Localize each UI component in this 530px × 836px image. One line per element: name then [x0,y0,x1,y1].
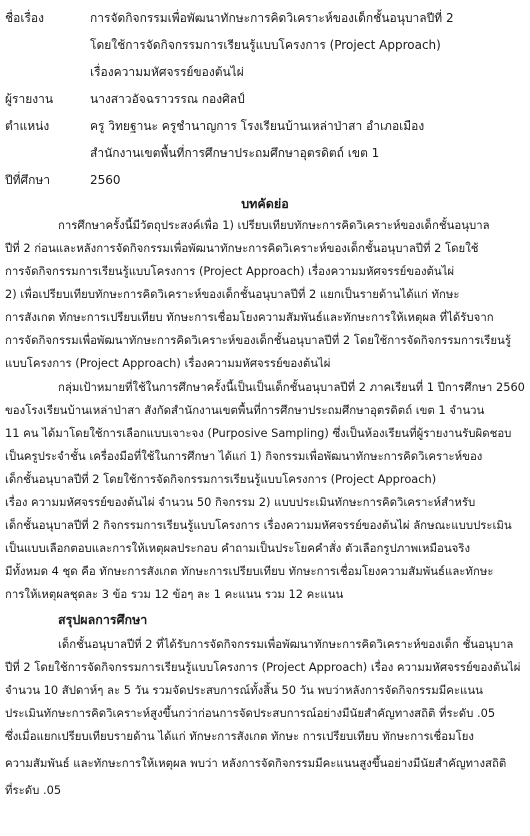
position-label: ตำแหน่ง [5,119,50,133]
paragraph2-line: กลุ่มเป้าหมายที่ใช้ในการศึกษาครั้งนี้เป็นเป็นเด็กชั้นอนุบาลปีที่ 2 ภาคเรียนที่ 1 ปีการศึกษา 2560 [58,380,525,394]
position-row [0,114,530,138]
paragraph2-line: การให้เหตุผลชุดละ 3 ข้อ รวม 12 ข้อๆ ละ 1 คะแนน รวม 12 คะแนน [5,587,344,601]
paragraph3-line: ประเมินทักษะการคิดวิเคราะห์สูงขึ้นกว่าก่อนการจัดประสบการณ์อย่างมีนัยสำคัญทางสถิติ ที่ระดับ .05 [5,706,496,720]
reporter-row [0,87,530,111]
paragraph2-line: ของโรงเรียนบ้านเหล่าป่าสา สังกัดสำนักงานเขตพื้นที่การศึกษาประถมศึกษาอุตรดิตถ์ เขต 1 จำนวน [5,403,485,417]
paragraph3-line: ปีที่ 2 โดยใช้การจัดกิจกรรมการเรียนรู้แบบโครงการ (Project Approach) เรื่อง ความมหัศจรรย์ของต้นไผ่ [5,660,521,674]
paragraph1-line: การจัดกิจกรรมเพื่อพัฒนาทักษะการคิดวิเคราะห์ของเด็กชั้นอนุบาลปีที่ 2 โดยใช้การจัดกิจกรรมการเรียนรู้ [5,333,511,347]
paragraph2-line: เด็กชั้นอนุบาลปีที่ 2 กิจกรรมการเรียนรู้แบบโครงการ เรื่องความมหัศจรรย์ของต้นไผ่ ลักษณะแบบประเมิน [5,518,512,532]
paragraph3-line: ความสัมพันธ์ และทักษะการให้เหตุผล พบว่า หลังการจัดกิจกรรมมีคะแนนสูงขึ้นอย่างมีนัยสำคัญทางสถิติ [5,756,507,770]
paragraph2-line: เป็นแบบเลือกตอบและการให้เหตุผลประกอบ คำถามเป็นประโยคคำสั่ง ตัวเลือกรูปภาพเหมือนจริง [5,541,471,555]
topic-row-3 [0,60,530,84]
paragraph1-line: การศึกษาครั้งนี้มีวัตถุประสงค์เพื่อ 1) เปรียบเทียบทักษะการคิดวิเคราะห์ของเด็กชั้นอนุบาล [58,218,490,232]
reporter-value: นางสาวอัจฉราวรรณ กองศิลป์ [90,92,245,106]
paragraph1-line: การสังเกต ทักษะการเปรียบเทียบ ทักษะการเชื่อมโยงความสัมพันธ์และทักษะการให้เหตุผล ที่ได้รับจาก [5,310,494,324]
paragraph1-line: 2) เพื่อเปรียบเทียบทักษะการคิดวิเคราะห์ของเด็กชั้นอนุบาลปีที่ 2 แยกเป็นรายด้านได้แก่ ทักษะ [5,287,460,301]
paragraph2-line: เด็กชั้นอนุบาลปีที่ 2 โดยใช้การจัดกิจกรรมการเรียนรู้แบบโครงการ (Project Approach) [5,472,437,486]
topic-row-2 [0,33,530,57]
topic-line-3: เรื่องความมหัศจรรย์ของต้นไผ่ [90,65,244,79]
paragraph1-line: แบบโครงการ (Project Approach) เรื่องความมหัศจรรย์ของต้นไผ่ [5,356,331,370]
position-row-2 [0,141,530,165]
year-value: 2560 [90,173,121,187]
paragraph2-line: เรื่อง ความมหัศจรรย์ของต้นไผ่ จำนวน 50 กิจกรรม 2) แบบประเมินทักษะการคิดวิเคราะห์สำหรับ [5,495,476,509]
summary-heading: สรุปผลการศึกษา [58,612,148,627]
paragraph2-line: มีทั้งหมด 4 ชุด คือ ทักษะการสังเกต ทักษะการเปรียบเทียบ ทักษะการเชื่อมโยงความสัมพันธ์และทักษะ [5,564,494,578]
topic-line-2: โดยใช้การจัดกิจกรรมการเรียนรู้แบบโครงการ (Project Approach) [90,38,441,52]
year-row [0,168,530,192]
position-line-1: ครู วิทยฐานะ ครูชำนาญการ โรงเรียนบ้านเหล่าป่าสา อำเภอเมือง [90,119,425,133]
paragraph3-line: เด็กชั้นอนุบาลปีที่ 2 ที่ได้รับการจัดกิจกรรมเพื่อพัฒนาทักษะการคิดวิเคราะห์ของเด็ก ชั้นอนุบาล [58,637,514,651]
paragraph1-line: ปีที่ 2 ก่อนและหลังการจัดกิจกรรมเพื่อพัฒนาทักษะการคิดวิเคราะห์ของเด็กชั้นอนุบาลปีที่ 2 โดยใช้ [5,241,479,255]
topic-label: ชื่อเรื่อง [5,11,44,25]
reporter-label: ผู้รายงาน [5,92,54,106]
paragraph3-line: ซึ่งเมื่อแยกเปรียบเทียบรายด้าน ได้แก่ ทักษะการสังเกต ทักษะ การเปรียบเทียบ ทักษะการเชื่อมโยง [5,729,474,743]
year-label: ปีที่ศึกษา [5,173,51,187]
abstract-title: บทคัดย่อ [241,196,289,211]
paragraph1-line: การจัดกิจกรรมการเรียนรู้แบบโครงการ (Project Approach) เรื่องความมหัศจรรย์ของต้นไผ่ [5,264,455,278]
position-line-2: สำนักงานเขตพื้นที่การศึกษาประถมศึกษาอุตรดิตถ์ เขต 1 [90,146,380,160]
topic-line-1: การจัดกิจกรรมเพื่อพัฒนาทักษะการคิดวิเคราะห์ของเด็กชั้นอนุบาลปีที่ 2 [90,11,454,25]
paragraph3-line: จำนวน 10 สัปดาห์ๆ ละ 5 วัน รวมจัดประสบการณ์ทั้งสิ้น 50 วัน พบว่าหลังการจัดกิจกรรมมีคะแนน [5,683,483,697]
topic-row [0,6,530,30]
paragraph2-line: เป็นครูประจำชั้น เครื่องมือที่ใช้ในการศึกษา ได้แก่ 1) กิจกรรมเพื่อพัฒนาทักษะการคิดวิเคราะห์ของ [5,449,483,463]
paragraph2-line: 11 คน ได้มาโดยใช้การเลือกแบบเจาะจง (Purposive Sampling) ซึ่งเป็นห้องเรียนที่ผู้รายงานรับผิดชอบ [5,426,512,440]
paragraph3-line: ที่ระดับ .05 [5,783,62,797]
